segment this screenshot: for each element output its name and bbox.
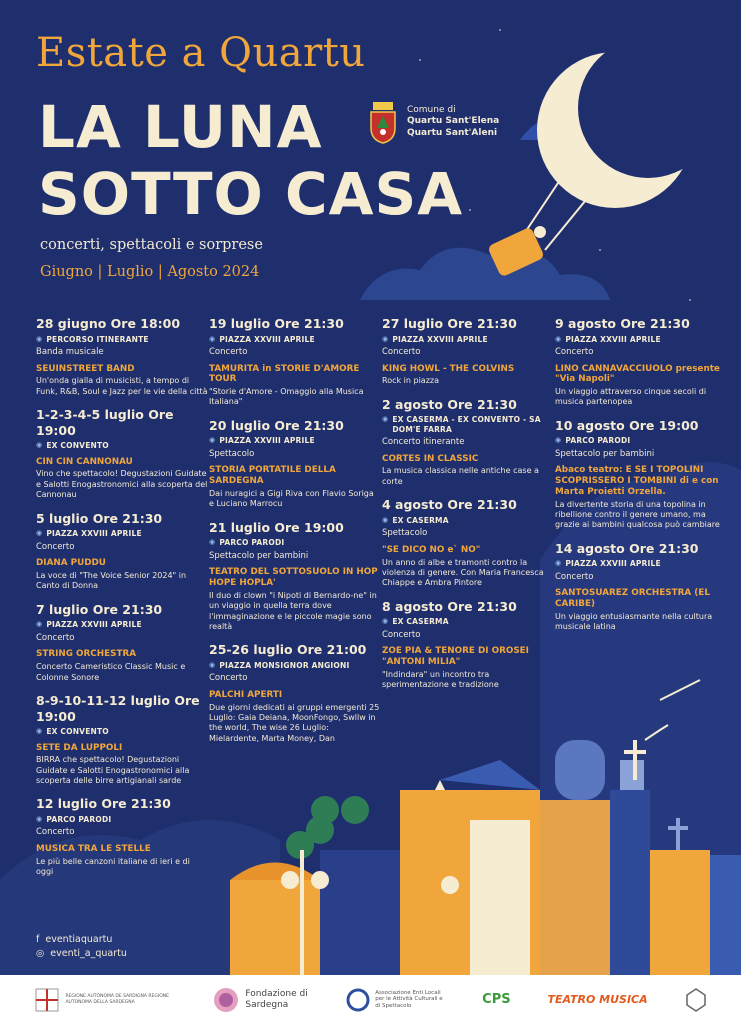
map-pin-icon: ◉ bbox=[36, 334, 43, 343]
event-type: Concerto bbox=[36, 827, 75, 838]
event-type: Spettacolo bbox=[209, 448, 255, 459]
event-place bbox=[209, 436, 381, 445]
event-type: Concerto bbox=[555, 571, 594, 582]
map-pin-icon: ◉ bbox=[36, 620, 43, 629]
sponsor-teatro-label: TEATRO MUSICA bbox=[547, 993, 648, 1006]
event-description: Concerto Cameristico Classic Music e Colonne Sonore bbox=[36, 662, 186, 682]
sponsor-ras bbox=[34, 987, 175, 1013]
event-description: Un viaggio entusiasmante nella cultura musicale latina bbox=[555, 611, 713, 632]
map-pin-icon: ◉ bbox=[36, 441, 43, 450]
map-pin-icon: ◉ bbox=[382, 415, 389, 424]
event-description: BIRRA che spettacolo! Degustazioni Guidate e Salotti Enogastronomici alla scoperta delle birre artigianali sarde bbox=[36, 755, 190, 786]
event-type: Concerto bbox=[382, 629, 421, 640]
header-kicker: Estate a Quartu bbox=[36, 30, 366, 76]
event-place bbox=[209, 538, 381, 547]
sponsor-footer bbox=[0, 975, 741, 1024]
event-place bbox=[209, 335, 381, 344]
event-date: 10 agosto Ore 19:00 bbox=[555, 417, 699, 433]
sponsor-fondazione-label: Fondazione di Sardegna bbox=[245, 989, 308, 1010]
map-pin-icon: ◉ bbox=[382, 334, 389, 343]
event-place-label: PARCO PARODI bbox=[565, 436, 631, 446]
event-type: Concerto bbox=[555, 347, 594, 357]
event-description: Le più belle canzoni italiane di ieri e di oggi bbox=[36, 856, 190, 877]
event-item bbox=[36, 602, 208, 683]
event-title: DIANA PUDDU bbox=[36, 558, 106, 569]
map-pin-icon: ◉ bbox=[555, 436, 562, 445]
instagram-icon: ◎ bbox=[36, 947, 45, 959]
event-item bbox=[209, 418, 381, 510]
event-date: 21 luglio Ore 19:00 bbox=[209, 519, 344, 535]
event-date: 20 luglio Ore 21:30 bbox=[209, 417, 344, 433]
event-place-label: PIAZZA XXVIII APRILE bbox=[46, 529, 142, 539]
sponsor-emblem bbox=[685, 987, 707, 1013]
map-pin-icon: ◉ bbox=[36, 727, 43, 736]
event-place bbox=[382, 516, 554, 525]
event-type: Banda musicale bbox=[36, 347, 104, 357]
map-pin-icon: ◉ bbox=[382, 617, 389, 626]
event-type: Concerto bbox=[36, 632, 75, 643]
event-date: 1-2-3-4-5 luglio Ore 19:00 bbox=[36, 407, 174, 438]
event-item bbox=[209, 642, 381, 744]
event-place-label: PIAZZA XXVIII APRILE bbox=[46, 620, 142, 630]
comune-logo bbox=[367, 100, 499, 144]
event-description: La musica classica nelle antiche case a corte bbox=[382, 466, 539, 486]
event-date: 25-26 luglio Ore 21:00 bbox=[209, 642, 367, 658]
event-item bbox=[555, 541, 725, 633]
event-description: "Storie d'Amore - Omaggio alla Musica Italiana" bbox=[209, 387, 364, 407]
event-item bbox=[36, 693, 208, 787]
event-date: 2 agosto Ore 21:30 bbox=[382, 396, 517, 412]
event-description: "Indindara" un incontro tra sperimentazione e tradizione bbox=[382, 669, 499, 690]
event-place-label: PARCO PARODI bbox=[46, 815, 112, 825]
event-title: SANTOSUAREZ ORCHESTRA (EL CARIBE) bbox=[555, 588, 710, 610]
event-place bbox=[36, 727, 208, 736]
assoc-logo-icon bbox=[346, 988, 370, 1012]
comune-line2: Quartu Sant'Elena bbox=[407, 116, 500, 127]
event-place-label: PERCORSO ITINERANTE bbox=[46, 334, 149, 344]
event-date: 8-9-10-11-12 luglio Ore 19:00 bbox=[36, 692, 200, 724]
comune-line1: Comune di bbox=[407, 105, 456, 116]
map-pin-icon: ◉ bbox=[209, 538, 216, 547]
sponsor-cps bbox=[482, 992, 510, 1007]
header-title-line1: LA LUNA bbox=[38, 93, 323, 161]
event-place-label: EX CASERMA bbox=[392, 617, 449, 627]
event-title: "SE DICO NO e` NO" bbox=[382, 544, 481, 555]
event-description: Il duo di clown "i Nipoti di Bernardo-ne" in un viaggio in quella terra dove l'immaginazione e le piccole magie sono realtà bbox=[209, 590, 377, 631]
event-title: KING HOWL - THE COLVINS bbox=[382, 363, 515, 374]
event-title: TEATRO DEL SOTTOSUOLO IN HOP HOPE HOPLA' bbox=[209, 567, 378, 589]
event-item bbox=[382, 316, 554, 387]
event-type: Spettacolo per bambini bbox=[555, 448, 655, 459]
schedule-column-4 bbox=[555, 316, 725, 643]
event-place-label: EX CONVENTO bbox=[46, 727, 109, 737]
schedule-column-1 bbox=[36, 316, 208, 888]
map-pin-icon: ◉ bbox=[382, 515, 389, 524]
event-type: Concerto bbox=[209, 347, 248, 357]
map-pin-icon: ◉ bbox=[209, 660, 216, 669]
event-type: Spettacolo bbox=[382, 528, 428, 539]
event-place bbox=[36, 441, 208, 450]
event-place bbox=[382, 415, 554, 434]
map-pin-icon: ◉ bbox=[209, 436, 216, 445]
event-description: La divertente storia di una topolina in ribellione contro il genere umano, ma grazie ai bambini qualcosa può cambiare bbox=[555, 499, 720, 530]
event-title: PALCHI APERTI bbox=[209, 689, 283, 700]
event-type: Concerto itinerante bbox=[382, 437, 465, 448]
map-pin-icon: ◉ bbox=[555, 559, 562, 568]
header-title-line2: SOTTO CASA bbox=[38, 160, 464, 228]
event-description: Un anno di albe e tramonti contro la violenza di genere. Con Maria Francesca Chiappe e Ambra Pintore bbox=[382, 557, 544, 588]
event-title: STORIA PORTATILE DELLA SARDEGNA bbox=[209, 465, 336, 487]
map-pin-icon: ◉ bbox=[555, 334, 562, 343]
event-place bbox=[209, 661, 381, 670]
event-description: La voce di "The Voice Senior 2024" in Canto di Donna bbox=[36, 570, 187, 591]
ras-crest-icon bbox=[34, 987, 60, 1013]
event-place-label: PIAZZA XXVIII APRILE bbox=[565, 559, 661, 569]
event-title: LINO CANNAVACCIUOLO presente "Via Napoli" bbox=[555, 363, 720, 385]
facebook-handle[interactable]: eventiaquartu bbox=[45, 934, 113, 945]
event-place bbox=[36, 620, 208, 629]
event-place bbox=[36, 815, 208, 824]
event-title: ZOE PIA & TENORE DI OROSEI "ANTONI MILIA" bbox=[382, 646, 529, 668]
event-date: 7 luglio Ore 21:30 bbox=[36, 601, 163, 617]
event-type: Concerto bbox=[36, 541, 75, 552]
map-pin-icon: ◉ bbox=[36, 529, 43, 538]
event-item bbox=[209, 316, 381, 408]
event-place bbox=[382, 617, 554, 626]
event-title: CORTES IN CLASSIC bbox=[382, 453, 479, 464]
fondazione-logo-icon bbox=[212, 986, 240, 1014]
emblem-icon bbox=[685, 987, 707, 1013]
sponsor-assoc-label: Associazione Enti Locali per le Attività Culturali e di Spettacolo bbox=[375, 989, 443, 1009]
event-description: Un'onda gialla di musicisti, a tempo di Funk, R&B, Soul e Jazz per le vie della città bbox=[36, 376, 208, 396]
event-description: Due giorni dedicati ai gruppi emergenti 25 Luglio: Gaia Deiana, MoonFongo, Swllw in the world, The wise 26 Luglio: Mielardente, Marta Money, Dan bbox=[209, 702, 380, 743]
event-place-label: EX CASERMA bbox=[392, 515, 449, 525]
event-place-label: PIAZZA XXVIII APRILE bbox=[219, 436, 315, 446]
event-place bbox=[555, 335, 725, 344]
event-date: 28 giugno Ore 18:00 bbox=[36, 316, 181, 331]
event-item bbox=[382, 599, 554, 691]
event-title: SEUINSTREET BAND bbox=[36, 363, 135, 374]
event-description: Dai nuragici a Gigi Riva con Flavio Soriga e Luciano Marrocu bbox=[209, 488, 374, 509]
event-title: TAMURITA in STORIE D'AMORE TOUR bbox=[209, 363, 360, 385]
event-place bbox=[36, 335, 208, 344]
event-place-label: PIAZZA MONSIGNOR ANGIONI bbox=[219, 660, 350, 670]
crest-icon bbox=[367, 100, 399, 144]
event-title: MUSICA TRA LE STELLE bbox=[36, 844, 151, 855]
event-item bbox=[36, 316, 208, 397]
event-date: 14 agosto Ore 21:30 bbox=[555, 540, 699, 556]
moon-icon bbox=[537, 38, 718, 208]
event-place-label: EX CONVENTO bbox=[46, 441, 109, 451]
event-title: CIN CIN CANNONAU bbox=[36, 456, 133, 467]
schedule-column-3 bbox=[382, 316, 554, 701]
event-date: 9 agosto Ore 21:30 bbox=[555, 316, 690, 331]
event-place-label: PIAZZA XXVIII APRILE bbox=[565, 334, 661, 344]
event-type: Spettacolo per bambini bbox=[209, 550, 309, 561]
event-date: 8 agosto Ore 21:30 bbox=[382, 598, 517, 614]
event-item bbox=[382, 497, 554, 589]
comune-line3: Quartu Sant'Aleni bbox=[407, 127, 498, 138]
event-title: SETE DA LUPPOLI bbox=[36, 742, 123, 753]
facebook-icon: f bbox=[36, 934, 40, 945]
event-place bbox=[382, 335, 554, 344]
instagram-handle[interactable]: eventi_a_quartu bbox=[50, 947, 127, 959]
social-links bbox=[36, 933, 127, 961]
sponsor-assoc bbox=[346, 988, 445, 1012]
event-item bbox=[555, 418, 725, 531]
event-item bbox=[36, 796, 208, 877]
event-type: Concerto bbox=[382, 347, 421, 357]
event-title: Abaco teatro: E SE I TOPOLINI SCOPRISSERO I TOMBINI di e con Marta Proietti Orzella. bbox=[555, 465, 719, 497]
event-description: Rock in piazza bbox=[382, 376, 440, 386]
event-place-label: PARCO PARODI bbox=[219, 538, 285, 548]
event-place bbox=[36, 529, 208, 538]
header-subtitle: concerti, spettacoli e sorprese bbox=[40, 237, 263, 253]
event-item bbox=[382, 397, 554, 488]
event-item bbox=[36, 511, 208, 592]
sponsor-fondazione bbox=[212, 986, 309, 1014]
sponsor-ras-label: REGIONE AUTÒNOMA DE SARDIGNA REGIONE AUTONOMA DELLA SARDEGNA bbox=[65, 994, 169, 1005]
event-place-label: EX CASERMA - EX CONVENTO - SA DOM'E FARRA bbox=[392, 415, 541, 434]
event-place bbox=[555, 436, 725, 445]
event-date: 27 luglio Ore 21:30 bbox=[382, 316, 517, 331]
event-date: 19 luglio Ore 21:30 bbox=[209, 316, 344, 331]
map-pin-icon: ◉ bbox=[36, 815, 43, 824]
sponsor-teatro bbox=[548, 993, 648, 1006]
event-description: Un viaggio attraverso cinque secoli di musica partenopea bbox=[555, 387, 707, 407]
event-date: 4 agosto Ore 21:30 bbox=[382, 497, 517, 513]
event-place-label: PIAZZA XXVIII APRILE bbox=[392, 334, 488, 344]
event-item bbox=[555, 316, 725, 408]
event-item bbox=[209, 520, 381, 633]
event-place-label: PIAZZA XXVIII APRILE bbox=[219, 334, 315, 344]
event-place bbox=[555, 559, 725, 568]
event-description: Vino che spettacolo! Degustazioni Guidate e Salotti Enogastronomici alla scoperta del Cannonau bbox=[36, 469, 208, 500]
schedule-column-2 bbox=[209, 316, 381, 754]
map-pin-icon: ◉ bbox=[209, 334, 216, 343]
event-date: 5 luglio Ore 21:30 bbox=[36, 510, 163, 526]
event-title: STRING ORCHESTRA bbox=[36, 649, 137, 660]
event-type: Concerto bbox=[209, 673, 248, 684]
header-months: Giugno | Luglio | Agosto 2024 bbox=[40, 264, 260, 280]
sponsor-cps-label: CPS bbox=[482, 992, 511, 1007]
event-item bbox=[36, 407, 208, 501]
event-date: 12 luglio Ore 21:30 bbox=[36, 796, 171, 812]
